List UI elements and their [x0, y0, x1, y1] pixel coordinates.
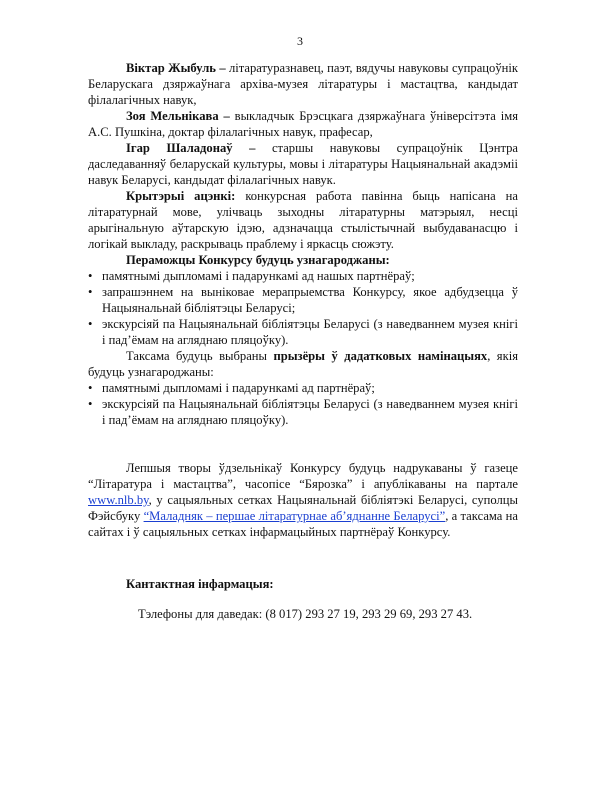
list-item: • запрашэннем на выніковае мерапрыемства Конкурсу, якое адбудзецца ў Нацыянальнай бібліятэцы Беларусі; [88, 284, 518, 316]
jury-name: Віктар Жыбуль [126, 61, 216, 75]
nlb-link[interactable]: www.nlb.by [88, 493, 149, 507]
contact-heading: Кантактная інфармацыя: [126, 577, 274, 591]
spacer [88, 444, 518, 460]
contact-phones: Тэлефоны для даведак: (8 017) 293 27 19, 293 29 69, 293 27 43. [138, 607, 473, 621]
spacer [88, 428, 518, 444]
list-item: • экскурсіяй па Нацыянальнай бібліятэцы Беларусі (з наведваннем музея кнігі і пад’ёмам на агляднаю пляцоўку). [88, 316, 518, 348]
jury-desc: літаратуразнавец, паэт, вядучы навуковы супрацоўнік Беларускага дзяржаўнага архіва-музея літаратуры і мастацтва, кандыдат філалагічных навук, [88, 61, 518, 107]
jury-name: Ігар Шаладонаў [126, 141, 233, 155]
jury-desc: старшы навуковы супрацоўнік Цэнтра даследаванняў беларускай культуры, мовы і літаратуры Нацыянальнай акадэміі навук Беларусі, кандыдат філалагічных навук. [88, 141, 519, 187]
winners-list [88, 268, 518, 348]
criteria-paragraph [88, 188, 518, 252]
jury-member-3: Ігар Шаладонаў – старшы навуковы супрацоўнік Цэнтра даследаванняў беларускай культуры, мовы і літаратуры Нацыянальнай акадэміі навук Беларусі, кандыдат філалагічных навук. [88, 141, 519, 187]
extra-prizes-paragraph: Таксама будуць выбраны прызёры ў дадатковых намінацыях, якія будуць узнагароджаны: [88, 349, 519, 379]
list-item: • памятнымі дыпломамі і падарункамі ад партнёраў; [88, 380, 518, 396]
jury-name: Зоя Мельнікава [126, 109, 219, 123]
jury-member-1: Віктар Жыбуль – літаратуразнавец, паэт, вядучы навуковы супрацоўнік Беларускага дзяржаўнага архіва-музея літаратуры і мастацтва, кандыдат філалагічных навук, [88, 61, 518, 107]
publication-paragraph: Лепшыя творы ўдзельнікаў Конкурсу будуць надрукаваны ў газеце “Літаратура і мастацтва”, часопісе “Бярозка” і апублікаваны на партале www.nlb.by, у сацыяльных сетках Нацыянальнай бібліятэкі Беларусі, суполцы Фэйсбуку “Маладняк – першае літаратурнае аб’яднанне Беларусі”, а таксама на сайтах і ў сацыяльных сетках інфармацыйных партнёраў Конкурсу. [88, 461, 518, 539]
list-item: • памятнымі дыпломамі і падарункамі ад нашых партнёраў; [88, 268, 518, 284]
winners-heading: Пераможцы Конкурсу будуць узнагароджаны: [126, 253, 390, 267]
extra-prizes-bold: прызёры ў дадатковых намінацыях [273, 349, 488, 363]
facebook-group-link[interactable]: “Маладняк – першае літаратурнае аб’яднанне Беларусі” [143, 509, 446, 523]
list-item: • экскурсіяй па Нацыянальнай бібліятэцы Беларусі (з наведваннем музея кнігі і пад’ёмам на агляднаю пляцоўку). [88, 396, 518, 428]
spacer [88, 556, 518, 572]
extra-prizes-list [88, 380, 518, 428]
spacer [88, 540, 518, 556]
document-body [88, 60, 518, 622]
jury-desc: выкладчык Брэсцкага дзяржаўнага ўніверсітэта імя А.С. Пушкіна, доктар філалагічных навук, прафесар, [88, 109, 519, 139]
jury-member-2: Зоя Мельнікава – выкладчык Брэсцкага дзяржаўнага ўніверсітэта імя А.С. Пушкіна, доктар філалагічных навук, прафесар, [88, 109, 519, 139]
criteria-text: конкурсная работа павінна быць напісана на літаратурнай мове, улічваць зыходны літаратурны матэрыял, несці арыгінальную аўтарскую ідэю, адзначацца стылістычнай выбудаванасцю і логікай выкладу, раскрываць праблему і яркасць сюжэту. [88, 189, 518, 251]
criteria-label: Крытэрыі ацэнкі: [126, 189, 236, 203]
page-number: 3 [297, 34, 303, 48]
